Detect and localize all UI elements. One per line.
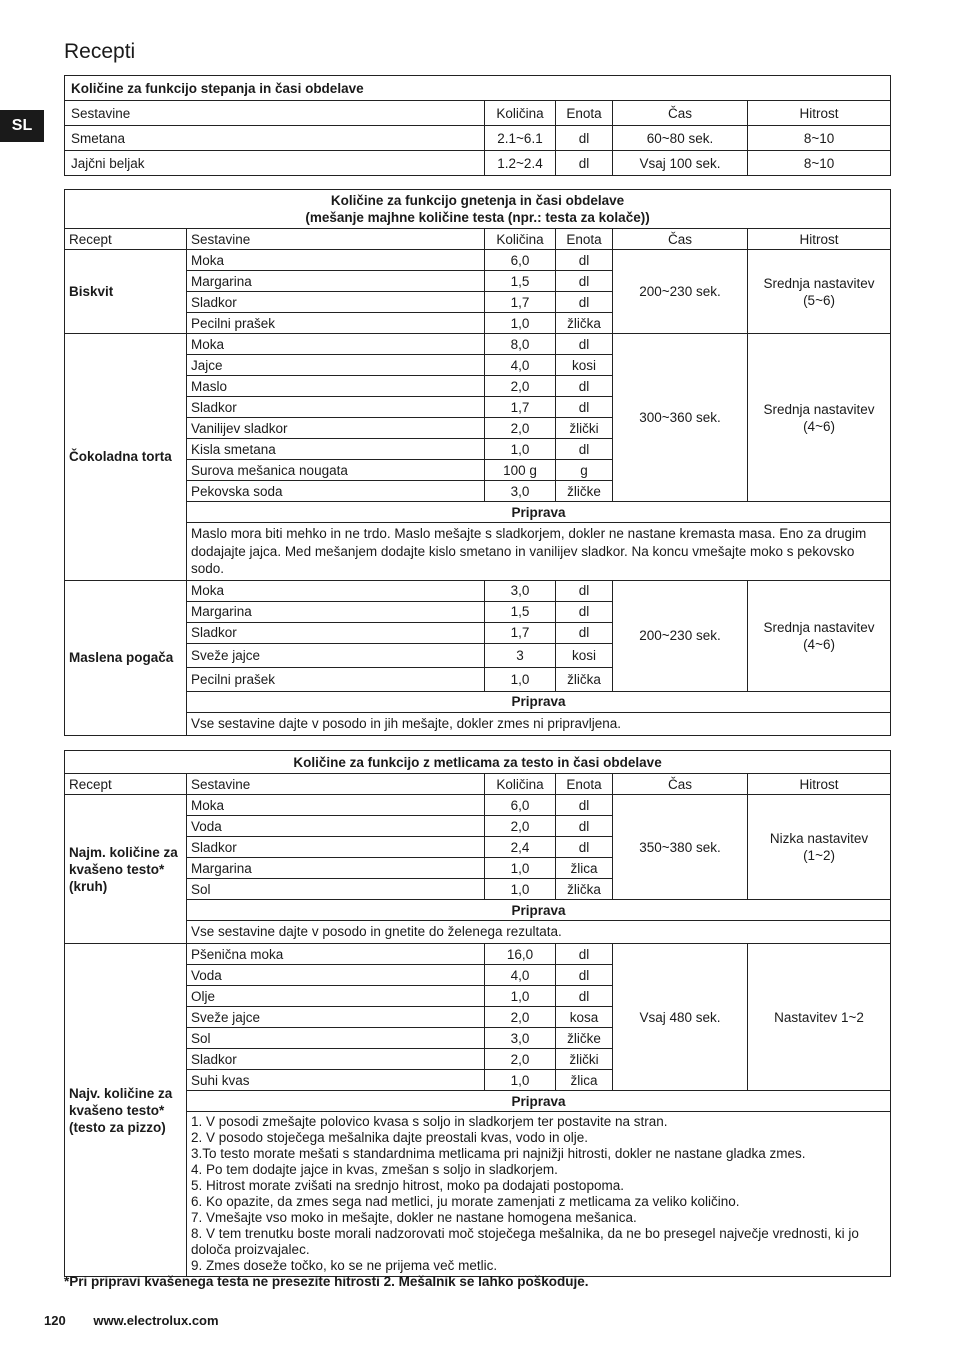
speed-line2: (1~2) [803, 848, 835, 863]
speed-cell [748, 250, 891, 334]
speed-line1: Nizka nastavitev [769, 831, 869, 846]
preparation-step: 8. V tem trenutku boste morali nadzorovati moč stoječega mešalnika, da ne bo presegel največje vrednosti, ki jo določa proizvajalec. [191, 1226, 859, 1257]
unit-cell: žličke [556, 481, 613, 502]
quantity-cell: 3 [485, 643, 556, 667]
unit-cell: dl [556, 439, 613, 460]
unit-cell: žlički [556, 418, 613, 439]
kneading-table [64, 189, 891, 736]
header-time: Čas [613, 774, 748, 795]
unit-cell: dl [556, 816, 613, 837]
preparation-step: 7. Vmešajte vso moko in mešajte, dokler ne nastane homogena mešanica. [191, 1210, 637, 1225]
time-cell: 300~360 sek. [613, 334, 748, 502]
header-speed: Hitrost [748, 774, 891, 795]
header-speed: Hitrost [748, 229, 891, 250]
ingredient-cell: Vanilijev sladkor [187, 418, 485, 439]
quantity-cell: 1,5 [485, 271, 556, 292]
preparation-step: 5. Hitrost morate zvišati na srednjo hitrost, moko pa dodajati postopoma. [191, 1178, 624, 1193]
unit-cell: dl [556, 151, 613, 176]
quantity-cell: 6,0 [485, 795, 556, 816]
table-header-row [65, 101, 891, 126]
quantity-cell: 2.1~6.1 [485, 126, 556, 151]
speed-line2: (4~6) [803, 636, 835, 652]
kneading-table-title [65, 190, 891, 229]
recipe-name [65, 795, 187, 944]
time-cell: 350~380 sek. [613, 795, 748, 900]
ingredient-cell: Sladkor [187, 837, 485, 858]
header-time: Čas [613, 229, 748, 250]
preparation-step: 2. V posodo stoječega mešalnika dajte preostali kvas, vodo in olje. [191, 1130, 588, 1145]
preparation-steps [187, 1112, 891, 1277]
ingredient-cell: Moka [187, 580, 485, 601]
recipe-name-line3: (testo za pizzo) [69, 1119, 166, 1135]
quantity-cell: 3,0 [485, 1028, 556, 1049]
ingredient-cell: Sladkor [187, 622, 485, 643]
header-unit: Enota [556, 101, 613, 126]
ingredient-cell: Pšenična moka [187, 944, 485, 965]
quantity-cell: 8,0 [485, 334, 556, 355]
speed-line1: Srednja nastavitev [763, 401, 875, 417]
quantity-cell: 2,0 [485, 816, 556, 837]
time-cell: Vsaj 480 sek. [613, 944, 748, 1091]
table-header-row [65, 229, 891, 250]
quantity-cell: 3,0 [485, 580, 556, 601]
table-row [65, 151, 891, 176]
unit-cell: kosi [556, 643, 613, 667]
unit-cell: g [556, 460, 613, 481]
unit-cell: dl [556, 292, 613, 313]
header-time: Čas [613, 101, 748, 126]
unit-cell: dl [556, 376, 613, 397]
ingredient-cell: Pecilni prašek [187, 313, 485, 334]
language-tab: SL [0, 110, 44, 142]
dough-hook-table-title: Količine za funkcijo z metlicama za testo in časi obdelave [65, 751, 891, 774]
ingredient-cell: Surova mešanica nougata [187, 460, 485, 481]
quantity-cell: 1,0 [485, 439, 556, 460]
speed-cell [748, 795, 891, 900]
preparation-text: Vse sestavine dajte v posodo in jih mešajte, dokler zmes ni pripravljena. [187, 712, 891, 735]
quantity-cell: 1,0 [485, 858, 556, 879]
ingredient-cell: Moka [187, 795, 485, 816]
quantity-cell: 2,0 [485, 376, 556, 397]
unit-cell: dl [556, 271, 613, 292]
quantity-cell: 1,0 [485, 879, 556, 900]
quantity-cell: 1,0 [485, 1070, 556, 1091]
unit-cell: dl [556, 986, 613, 1007]
preparation-step: 1. V posodi zmešajte polovico kvasa s soljo in sladkorjem ter postavite na stran. [191, 1114, 668, 1129]
preparation-text: Maslo mora biti mehko in ne trdo. Maslo mešajte s sladkorjem, dokler ne nastane kremasta masa. Eno za drugim dodajajte jajca. Med mešanjem dodajte kislo smetano in vanilijev sladkor. Na koncu vmešajte moko s pekovsko sodo. [187, 523, 891, 581]
speed-cell [748, 334, 891, 502]
recipe-name-line1: Najv. količine za [69, 1085, 173, 1101]
recipe-name-line2: kvašeno testo* [69, 861, 165, 877]
ingredient-cell: Pekovska soda [187, 481, 485, 502]
whisking-table [64, 75, 891, 176]
quantity-cell: 1,7 [485, 622, 556, 643]
unit-cell: dl [556, 944, 613, 965]
quantity-cell: 16,0 [485, 944, 556, 965]
speed-cell: 8~10 [748, 151, 891, 176]
page-title: Recepti [64, 40, 136, 63]
quantity-cell: 2,0 [485, 1049, 556, 1070]
table-row [65, 795, 891, 816]
quantity-cell: 1.2~2.4 [485, 151, 556, 176]
ingredient-cell: Moka [187, 334, 485, 355]
speed-cell: 8~10 [748, 126, 891, 151]
quantity-cell: 3,0 [485, 481, 556, 502]
time-cell: 200~230 sek. [613, 580, 748, 691]
time-cell: Vsaj 100 sek. [613, 151, 748, 176]
unit-cell: žličke [556, 1028, 613, 1049]
quantity-cell: 1,7 [485, 292, 556, 313]
header-quantity: Količina [485, 229, 556, 250]
unit-cell: žlička [556, 879, 613, 900]
time-cell: 200~230 sek. [613, 250, 748, 334]
unit-cell: žlička [556, 313, 613, 334]
preparation-step: 4. Po tem dodajte jajce in kvas, zmešan s soljo in sladkorjem. [191, 1162, 558, 1177]
warning-note: *Pri pripravi kvašenega testa ne presezite hitrosti 2. Mešalnik se lahko poškoduje. [64, 1274, 589, 1289]
dough-hook-table [64, 750, 891, 1277]
unit-cell: žlica [556, 1070, 613, 1091]
quantity-cell: 2,0 [485, 418, 556, 439]
speed-line1: Srednja nastavitev [763, 275, 875, 291]
recipe-name-line3: (kruh) [69, 878, 108, 894]
unit-cell: kosi [556, 355, 613, 376]
ingredient-cell: Kisla smetana [187, 439, 485, 460]
preparation-step: 6. Ko opazite, da zmes sega nad metlici, ju morate zamenjati z metlicama za veliko količino. [191, 1194, 740, 1209]
header-ingredients: Sestavine [65, 101, 485, 126]
preparation-step: 3.To testo morate mešati s standardnima metlicama pri najnižji hitrosti, dokler ne nastane gladka zmes. [191, 1146, 806, 1161]
speed-cell [748, 580, 891, 691]
recipe-name [65, 944, 187, 1277]
header-ingredients: Sestavine [187, 229, 485, 250]
preparation-label: Priprava [187, 502, 891, 523]
speed-line1: Srednja nastavitev [763, 619, 875, 635]
recipe-name: Čokoladna torta [65, 334, 187, 581]
speed-line2: (4~6) [803, 418, 835, 434]
recipe-name: Maslena pogača [65, 580, 187, 735]
footer [44, 1313, 243, 1328]
ingredient-cell: Smetana [65, 126, 485, 151]
ingredient-cell: Sladkor [187, 397, 485, 418]
header-recipe: Recept [65, 229, 187, 250]
quantity-cell: 2,0 [485, 1007, 556, 1028]
ingredient-cell: Jajčni beljak [65, 151, 485, 176]
kneading-title-line1: Količine za funkcijo gnetenja in časi obdelave [330, 193, 625, 208]
header-recipe: Recept [65, 774, 187, 795]
preparation-label: Priprava [187, 900, 891, 921]
unit-cell: dl [556, 334, 613, 355]
quantity-cell: 100 g [485, 460, 556, 481]
table-header-row [65, 774, 891, 795]
preparation-step: 9. Zmes doseže točko, ko se ne prijema več metlic. [191, 1258, 498, 1273]
header-ingredients: Sestavine [187, 774, 485, 795]
header-quantity: Količina [485, 774, 556, 795]
table-row [65, 944, 891, 965]
preparation-label: Priprava [187, 1091, 891, 1112]
unit-cell: žlički [556, 1049, 613, 1070]
ingredient-cell: Margarina [187, 858, 485, 879]
ingredient-cell: Sveže jajce [187, 643, 485, 667]
quantity-cell: 1,0 [485, 667, 556, 691]
quantity-cell: 1,0 [485, 986, 556, 1007]
header-unit: Enota [556, 774, 613, 795]
website-link: www.electrolux.com [93, 1313, 219, 1328]
quantity-cell: 4,0 [485, 355, 556, 376]
ingredient-cell: Sol [187, 879, 485, 900]
kneading-title-line2: (mešanje majhne količine testa (npr.: testa za kolače)) [305, 210, 650, 225]
quantity-cell: 1,0 [485, 313, 556, 334]
preparation-label: Priprava [187, 691, 891, 712]
table-row [65, 334, 891, 355]
recipe-name-line1: Najm. količine za [69, 844, 178, 860]
ingredient-cell: Suhi kvas [187, 1070, 485, 1091]
unit-cell: dl [556, 397, 613, 418]
header-quantity: Količina [485, 101, 556, 126]
whisking-table-title: Količine za funkcijo stepanja in časi obdelave [65, 76, 891, 101]
ingredient-cell: Sladkor [187, 292, 485, 313]
quantity-cell: 1,5 [485, 601, 556, 622]
recipe-name: Biskvit [65, 250, 187, 334]
ingredient-cell: Margarina [187, 601, 485, 622]
time-cell: 60~80 sek. [613, 126, 748, 151]
preparation-text: Vse sestavine dajte v posodo in gnetite do želenega rezultata. [187, 921, 891, 944]
header-speed: Hitrost [748, 101, 891, 126]
page-number: 120 [44, 1313, 66, 1328]
speed-line2: (5~6) [803, 292, 835, 308]
ingredient-cell: Jajce [187, 355, 485, 376]
recipe-name-line2: kvašeno testo* [69, 1102, 165, 1118]
quantity-cell: 6,0 [485, 250, 556, 271]
ingredient-cell: Voda [187, 965, 485, 986]
ingredient-cell: Voda [187, 816, 485, 837]
unit-cell: žlica [556, 858, 613, 879]
ingredient-cell: Sol [187, 1028, 485, 1049]
unit-cell: dl [556, 580, 613, 601]
unit-cell: kosa [556, 1007, 613, 1028]
quantity-cell: 1,7 [485, 397, 556, 418]
unit-cell: dl [556, 795, 613, 816]
table-row [65, 580, 891, 601]
table-row [65, 126, 891, 151]
unit-cell: dl [556, 601, 613, 622]
quantity-cell: 4,0 [485, 965, 556, 986]
unit-cell: dl [556, 837, 613, 858]
ingredient-cell: Sveže jajce [187, 1007, 485, 1028]
ingredient-cell: Pecilni prašek [187, 667, 485, 691]
ingredient-cell: Maslo [187, 376, 485, 397]
table-row [65, 250, 891, 271]
quantity-cell: 2,4 [485, 837, 556, 858]
unit-cell: dl [556, 250, 613, 271]
unit-cell: dl [556, 622, 613, 643]
ingredient-cell: Olje [187, 986, 485, 1007]
header-unit: Enota [556, 229, 613, 250]
speed-cell: Nastavitev 1~2 [748, 944, 891, 1091]
ingredient-cell: Sladkor [187, 1049, 485, 1070]
ingredient-cell: Margarina [187, 271, 485, 292]
unit-cell: dl [556, 965, 613, 986]
ingredient-cell: Moka [187, 250, 485, 271]
unit-cell: dl [556, 126, 613, 151]
unit-cell: žlička [556, 667, 613, 691]
